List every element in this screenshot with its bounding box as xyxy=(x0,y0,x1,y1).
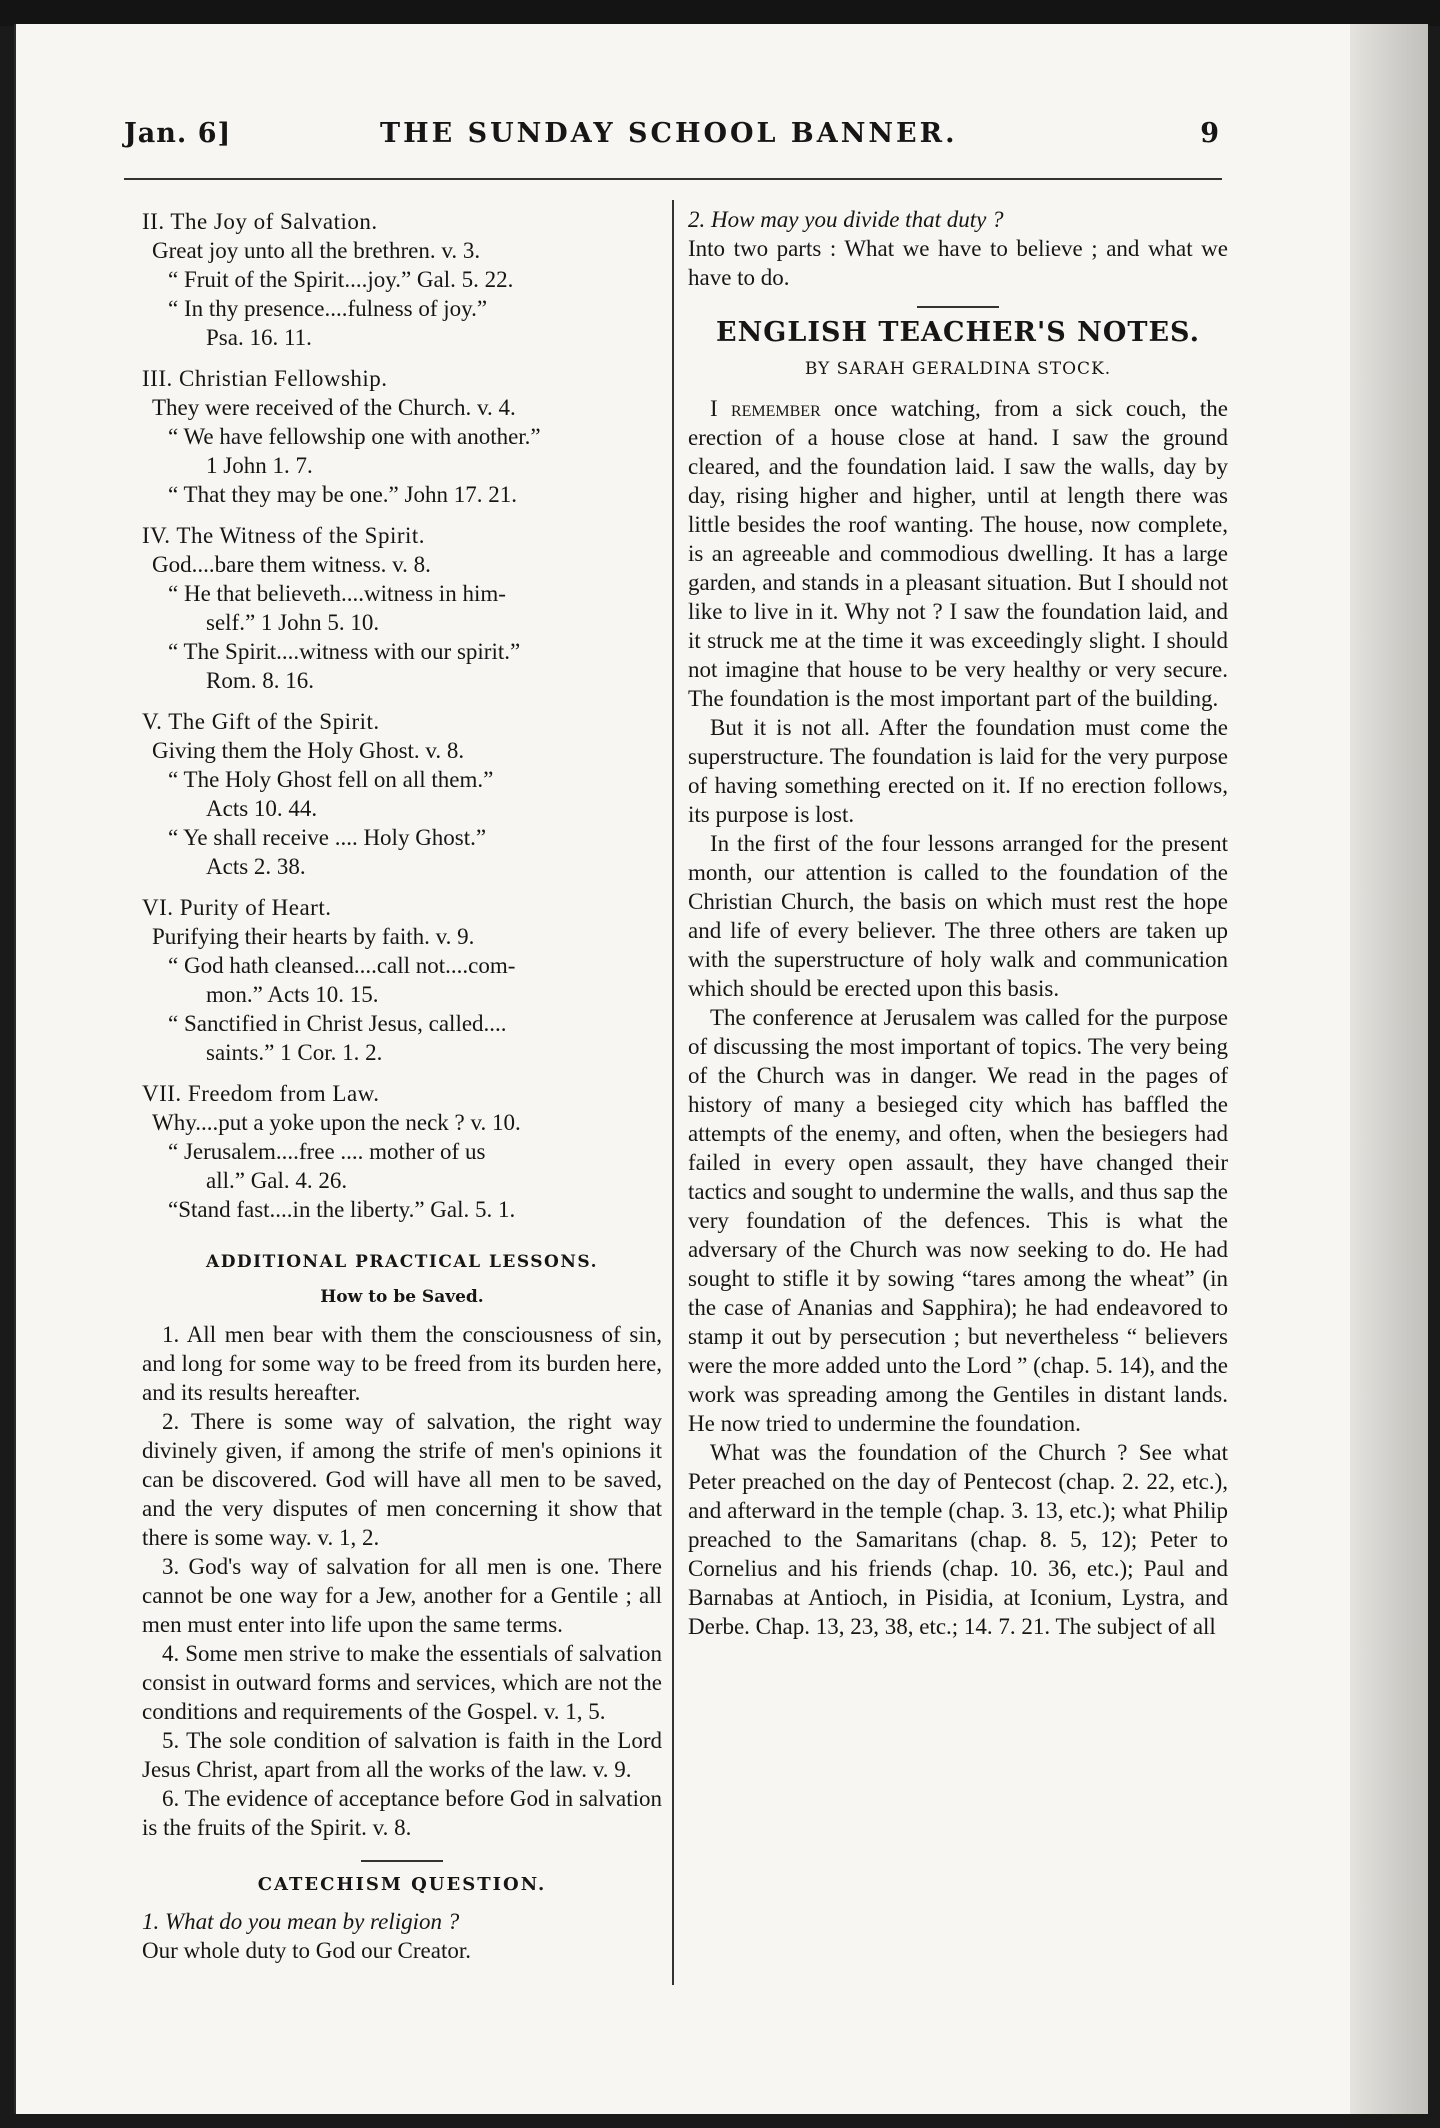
lesson-paragraph: 3. God's way of salvation for all men is one. There cannot be one way for a Jew, another for a Gentile ; all men must enter into life upon the same terms. xyxy=(142,1554,662,1637)
outline-gap xyxy=(142,881,662,891)
outline-line: “ In thy presence....fulness of joy.” xyxy=(168,296,488,321)
section-rule xyxy=(361,1860,443,1862)
catechism-title: CATECHISM QUESTION. xyxy=(257,1874,547,1895)
outline-section-title: VI. Purity of Heart. xyxy=(142,895,332,920)
additional-lessons-subtitle: How to be Saved. xyxy=(320,1287,484,1307)
english-notes-byline: BY SARAH GERALDINA STOCK. xyxy=(804,359,1112,379)
outline-section-title: II. The Joy of Salvation. xyxy=(142,209,378,234)
outline-section-title: V. The Gift of the Spirit. xyxy=(142,709,380,734)
outline-section-title: III. Christian Fellowship. xyxy=(142,366,388,391)
outline-section-title: IV. The Witness of the Spirit. xyxy=(142,523,426,548)
column-divider xyxy=(672,200,674,1985)
outline-gap xyxy=(142,352,662,362)
outline-line: Great joy unto all the brethren. v. 3. xyxy=(152,238,481,263)
catechism-question-1: 1. What do you mean by religion ? xyxy=(142,1909,460,1934)
outline-line: Acts 10. 44. xyxy=(206,796,318,821)
running-header xyxy=(120,118,1230,158)
notes-paragraph-text: once watching, from a sick couch, the erection of a house close at hand. I saw the ground cleared, and the foundation laid. I saw the walls, day by day, rising higher and higher, until at length there was little besides the roof wanting. The house, now complete, is an agreeable and commodious dwelling. It has a large garden, and stands in a pleasant situation. But I should not like to live in it. Why not ? I saw the foundation laid, and it struck me at the time it was exceedingly slight. I should not imagine that house to be very healthy or very secure. The foundation is the most important part of the building. xyxy=(688,396,1228,711)
outline-line: Why....put a yoke upon the neck ? v. 10. xyxy=(152,1110,521,1135)
lesson-paragraph: 5. The sole condition of salvation is faith in the Lord Jesus Christ, apart from all the works of the law. v. 9. xyxy=(142,1728,662,1782)
outline-line: “ The Holy Ghost fell on all them.” xyxy=(168,767,494,792)
outline-gap xyxy=(142,1224,662,1234)
outline-section-title: VII. Freedom from Law. xyxy=(142,1081,380,1106)
catechism-answer-2: Into two parts : What we have to believe ; and what we have to do. xyxy=(688,236,1228,290)
notes-paragraph: But it is not all. After the foundation must come the superstructure. The foundation is laid for the very purpose of having something erected on it. If no erection follows, its purpose is lost. xyxy=(688,715,1228,827)
english-notes-title: ENGLISH TEACHER'S NOTES. xyxy=(716,317,1200,348)
lesson-outline xyxy=(142,207,662,1234)
page-number: 9 xyxy=(1200,118,1220,149)
outline-line: “ He that believeth....witness in him- xyxy=(168,581,506,606)
outline-line: “ Fruit of the Spirit....joy.” Gal. 5. 22. xyxy=(168,267,514,292)
lead-word: I remember xyxy=(710,396,821,421)
outline-line: They were received of the Church. v. 4. xyxy=(152,395,516,420)
outline-line: “Stand fast....in the liberty.” Gal. 5. 1. xyxy=(168,1197,516,1222)
outline-line: saints.” 1 Cor. 1. 2. xyxy=(206,1040,383,1065)
section-rule xyxy=(917,306,999,308)
page-edge-stack xyxy=(1350,24,1428,2114)
outline-line: “ That they may be one.” John 17. 21. xyxy=(168,482,517,507)
outline-gap xyxy=(142,509,662,519)
catechism-answer-1: Our whole duty to God our Creator. xyxy=(142,1938,471,1963)
notes-paragraph: The conference at Jerusalem was called for the purpose of discussing the most important of topics. The very being of the Church was in danger. We read in the pages of history of many a besieged city which has baffled the attempts of the enemy, and often, when the besiegers had failed in every open assault, they have changed their tactics and sought to undermine the walls, and thus sap the very foundation of the defences. This is what the adversary of the Church was now seeking to do. He had sought to stifle it by sowing “tares among the wheat” (in the case of Ananias and Sapphira); he had endeavored to stamp it out by persecution ; but nevertheless “ believers were the more added unto the Lord ” (chap. 5. 14), and the work was spreading among the Gentiles in distant lands. He now tried to undermine the foundation. xyxy=(688,1005,1228,1436)
outline-gap xyxy=(142,1067,662,1077)
lesson-paragraph: 6. The evidence of acceptance before God in salvation is the fruits of the Spirit. v. 8. xyxy=(142,1786,662,1840)
right-column xyxy=(688,205,1228,1641)
scan-top-border xyxy=(0,0,1440,26)
notes-paragraph xyxy=(688,394,1228,713)
additional-lessons-title: ADDITIONAL PRACTICAL LESSONS. xyxy=(206,1252,598,1272)
outline-line: all.” Gal. 4. 26. xyxy=(206,1168,348,1193)
outline-line: Psa. 16. 11. xyxy=(206,325,312,350)
header-title: THE SUNDAY SCHOOL BANNER. xyxy=(380,118,958,149)
outline-line: “ The Spirit....witness with our spirit.” xyxy=(168,639,521,664)
outline-line: “ God hath cleansed....call not....com- xyxy=(168,953,516,978)
notes-paragraph: What was the foundation of the Church ? See what Peter preached on the day of Pentecost (chap. 2. 22, etc.), and afterward in the temple (chap. 3. 13, etc.); what Philip preached to the Samaritans (chap. 8. 5, 12); Peter to Cornelius and his friends (chap. 10. 36, etc.); Paul and Barnabas at Antioch, in Pisidia, at Iconium, Lystra, and Derbe. Chap. 13, 23, 38, etc.; 14. 7. 21. The subject of all xyxy=(688,1440,1228,1639)
outline-line: Acts 2. 38. xyxy=(206,854,306,879)
outline-line: 1 John 1. 7. xyxy=(206,453,313,478)
lesson-paragraph: 1. All men bear with them the consciousness of sin, and long for some way to be freed from its burden here, and its results hereafter. xyxy=(142,1322,662,1405)
outline-line: Rom. 8. 16. xyxy=(206,668,314,693)
catechism-question-2: 2. How may you divide that duty ? xyxy=(688,207,1004,232)
header-rule xyxy=(124,178,1222,180)
outline-line: “ We have fellowship one with another.” xyxy=(168,424,541,449)
outline-line: self.” 1 John 5. 10. xyxy=(206,610,380,635)
outline-line: “ Ye shall receive .... Holy Ghost.” xyxy=(168,825,487,850)
outline-line: “ Sanctified in Christ Jesus, called.... xyxy=(168,1011,507,1036)
outline-line: mon.” Acts 10. 15. xyxy=(206,982,379,1007)
outline-line: Giving them the Holy Ghost. v. 8. xyxy=(152,738,465,763)
lesson-paragraph: 2. There is some way of salvation, the right way divinely given, if among the strife of men's opinions it can be discovered. God will have all men to be saved, and the very disputes of men concerning it show that there is some way. v. 1, 2. xyxy=(142,1409,662,1550)
outline-gap xyxy=(142,695,662,705)
outline-line: Purifying their hearts by faith. v. 9. xyxy=(152,924,475,949)
header-date: Jan. 6] xyxy=(124,118,232,149)
left-column xyxy=(142,205,662,1965)
notes-paragraph: In the first of the four lessons arranged for the present month, our attention is called to the foundation of the Christian Church, the basis on which must rest the hope and life of every believer. The three others are taken up with the superstructure of holy walk and communication which should be erected upon this basis. xyxy=(688,831,1228,1001)
lesson-paragraph: 4. Some men strive to make the essentials of salvation consist in outward forms and services, which are not the conditions and requirements of the Gospel. v. 1, 5. xyxy=(142,1641,662,1724)
outline-line: “ Jerusalem....free .... mother of us xyxy=(168,1139,486,1164)
outline-line: God....bare them witness. v. 8. xyxy=(152,552,431,577)
